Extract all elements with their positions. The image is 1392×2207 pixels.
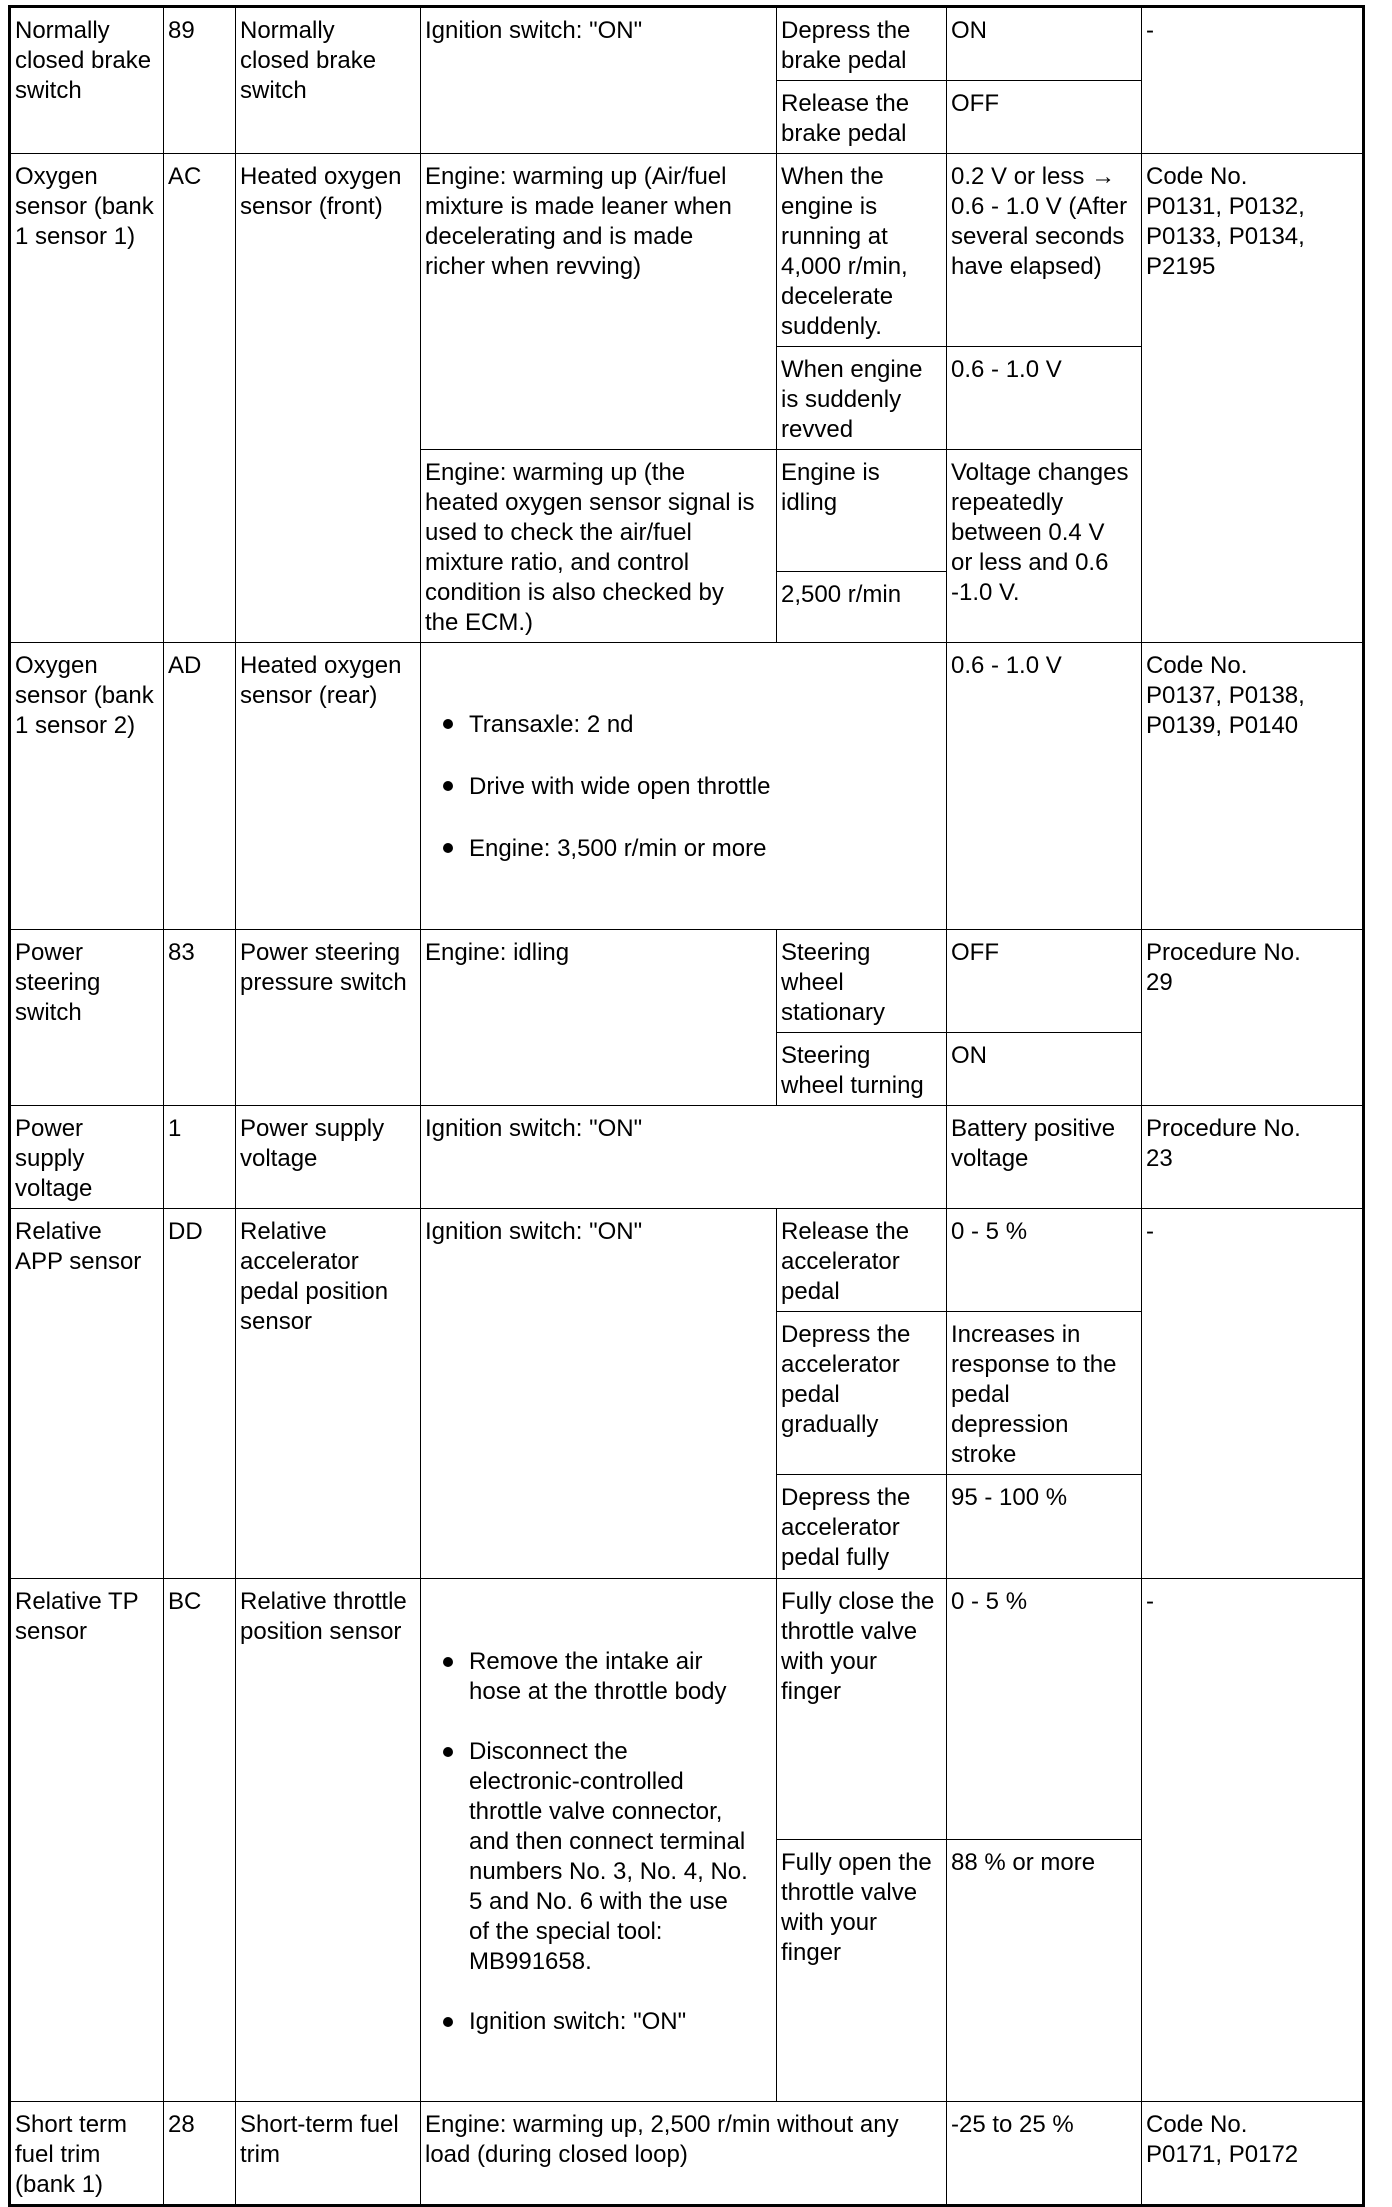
condition-bullet: Ignition switch: "ON" <box>425 2007 773 2037</box>
condition-bullet: Drive with wide open throttle <box>425 771 943 803</box>
condition-bullet: Remove the intake air hose at the throttle body <box>425 1647 773 1707</box>
condition-bullet: Engine: 3,500 r/min or more <box>425 833 943 865</box>
reference-cell: - <box>1142 7 1364 154</box>
spec-sheet <box>8 5 1365 2207</box>
value-cell: OFF <box>947 81 1142 154</box>
value-cell: 0.6 - 1.0 V <box>947 643 1142 930</box>
reference-cell: Code No. P0131, P0132, P0133, P0134, P2195 <box>1142 154 1364 643</box>
value-cell: -25 to 25 % <box>947 2102 1142 2206</box>
name-cell: Power supply voltage <box>236 1106 421 1209</box>
item-cell: Power supply voltage <box>10 1106 164 1209</box>
condition-cell: Engine: warming up (the heated oxygen sensor signal is used to check the air/fuel mixture ratio, and control condition is also checked by the ECM.) <box>421 450 777 643</box>
name-cell: Short-term fuel trim <box>236 2102 421 2206</box>
condition-cell: Ignition switch: "ON" <box>421 7 777 154</box>
code-cell: 28 <box>164 2102 236 2206</box>
condition-cell: Engine: idling <box>421 930 777 1106</box>
table-row <box>10 2102 1364 2206</box>
item-cell: Short term fuel trim (bank 1) <box>10 2102 164 2206</box>
name-cell: Relative throttle position sensor <box>236 1579 421 2102</box>
code-cell: 89 <box>164 7 236 154</box>
state-cell: Fully close the throttle valve with your finger <box>777 1579 947 1840</box>
state-cell: When engine is suddenly revved <box>777 347 947 450</box>
item-cell: Power steering switch <box>10 930 164 1106</box>
condition-cell <box>421 1579 777 2102</box>
item-cell: Normally closed brake switch <box>10 7 164 154</box>
name-cell: Heated oxygen sensor (rear) <box>236 643 421 930</box>
table-row <box>10 1106 1364 1209</box>
value-cell: 0 - 5 % <box>947 1209 1142 1312</box>
item-cell: Relative TP sensor <box>10 1579 164 2102</box>
state-cell: When the engine is running at 4,000 r/min, decelerate suddenly. <box>777 154 947 347</box>
value-cell: ON <box>947 7 1142 81</box>
condition-cell: Engine: warming up (Air/fuel mixture is made leaner when decelerating and is made richer when revving) <box>421 154 777 450</box>
table-row <box>10 7 1364 81</box>
item-cell: Relative APP sensor <box>10 1209 164 1579</box>
state-cell: Release the accelerator pedal <box>777 1209 947 1312</box>
value-cell: Increases in response to the pedal depression stroke <box>947 1312 1142 1475</box>
condition-bullet: Disconnect the electronic-controlled throttle valve connector, and then connect terminal numbers No. 3, No. 4, No. 5 and No. 6 with the use of the special tool: MB991658. <box>425 1737 773 1977</box>
value-cell: 0 - 5 % <box>947 1579 1142 1840</box>
state-cell: Depress the accelerator pedal fully <box>777 1475 947 1579</box>
table-row <box>10 1579 1364 1840</box>
condition-cell: Ignition switch: "ON" <box>421 1106 947 1209</box>
condition-cell <box>421 643 947 930</box>
reference-cell: - <box>1142 1579 1364 2102</box>
condition-cell: Engine: warming up, 2,500 r/min without any load (during closed loop) <box>421 2102 947 2206</box>
value-cell: 95 - 100 % <box>947 1475 1142 1579</box>
table-row <box>10 643 1364 930</box>
reference-cell: Procedure No. 29 <box>1142 930 1364 1106</box>
state-cell: Steering wheel turning <box>777 1033 947 1106</box>
condition-cell: Ignition switch: "ON" <box>421 1209 777 1579</box>
name-cell: Relative accelerator pedal position sensor <box>236 1209 421 1579</box>
condition-bullet-list <box>425 1617 773 2067</box>
code-cell: DD <box>164 1209 236 1579</box>
value-cell: Battery positive voltage <box>947 1106 1142 1209</box>
code-cell: 83 <box>164 930 236 1106</box>
item-cell: Oxygen sensor (bank 1 sensor 1) <box>10 154 164 643</box>
code-cell: AC <box>164 154 236 643</box>
value-cell: 0.2 V or less → 0.6 - 1.0 V (After several seconds have elapsed) <box>947 154 1142 347</box>
condition-bullet-list <box>425 679 943 895</box>
value-cell: 0.6 - 1.0 V <box>947 347 1142 450</box>
reference-cell: Code No. P0137, P0138, P0139, P0140 <box>1142 643 1364 930</box>
table-row <box>10 1209 1364 1312</box>
state-cell: Depress the brake pedal <box>777 7 947 81</box>
reference-cell: Code No. P0171, P0172 <box>1142 2102 1364 2206</box>
value-cell: Voltage changes repeatedly between 0.4 V or less and 0.6 -1.0 V. <box>947 450 1142 643</box>
state-cell: Fully open the throttle valve with your finger <box>777 1839 947 2101</box>
service-data-table <box>8 5 1365 2207</box>
value-cell: 88 % or more <box>947 1839 1142 2101</box>
value-cell: OFF <box>947 930 1142 1033</box>
reference-cell: Procedure No. 23 <box>1142 1106 1364 1209</box>
state-cell: Release the brake pedal <box>777 81 947 154</box>
name-cell: Normally closed brake switch <box>236 7 421 154</box>
reference-cell: - <box>1142 1209 1364 1579</box>
state-cell: Steering wheel stationary <box>777 930 947 1033</box>
value-cell: ON <box>947 1033 1142 1106</box>
item-cell: Oxygen sensor (bank 1 sensor 2) <box>10 643 164 930</box>
state-cell: 2,500 r/min <box>777 571 947 642</box>
name-cell: Power steering pressure switch <box>236 930 421 1106</box>
code-cell: 1 <box>164 1106 236 1209</box>
code-cell: AD <box>164 643 236 930</box>
table-row <box>10 930 1364 1033</box>
condition-bullet: Transaxle: 2 nd <box>425 709 943 741</box>
name-cell: Heated oxygen sensor (front) <box>236 154 421 643</box>
state-cell: Engine is idling <box>777 450 947 572</box>
state-cell: Depress the accelerator pedal gradually <box>777 1312 947 1475</box>
code-cell: BC <box>164 1579 236 2102</box>
table-row <box>10 154 1364 347</box>
